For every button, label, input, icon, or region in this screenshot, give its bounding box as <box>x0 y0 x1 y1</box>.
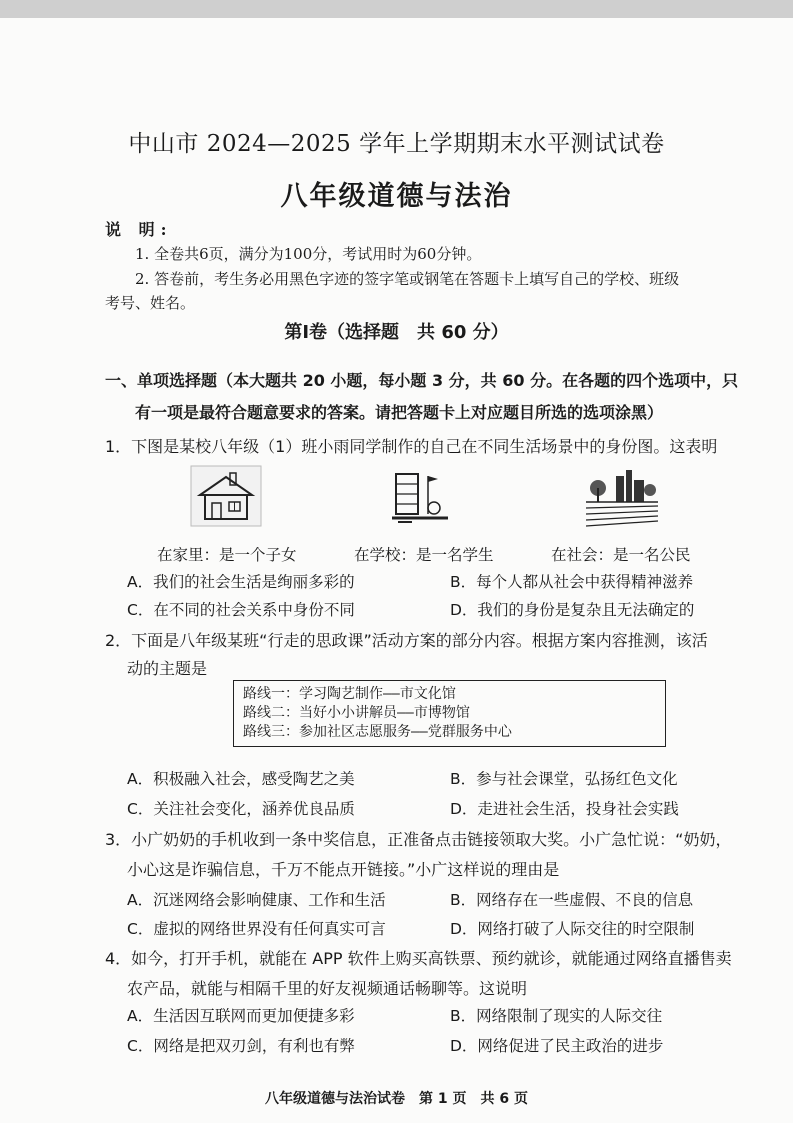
question-4-option-d[interactable]: D．网络促进了民主政治的进步 <box>450 1037 664 1055</box>
question-3-stem-line-1: 3．小广奶奶的手机收到一条中奖信息，正准备点击链接领取大奖。小广急忙说：“奶奶， <box>105 830 732 849</box>
question-4-option-b[interactable]: B．网络限制了现实的人际交往 <box>450 1007 663 1025</box>
question-1-option-b[interactable]: B．每个人都从社会中获得精神滋养 <box>450 573 694 591</box>
question-2-stem-line-1: 2．下面是八年级某班“行走的思政课”活动方案的部分内容。根据方案内容推测，该活 <box>105 631 708 650</box>
top-border <box>0 0 793 18</box>
question-2-option-c[interactable]: C．关注社会变化，涵养优良品质 <box>127 800 355 818</box>
section-heading-line-2: 有一项是最符合题意要求的答案。请把答题卡上对应题目所选的选项涂黑） <box>135 403 664 422</box>
question-4-option-a[interactable]: A．生活因互联网而更加便捷多彩 <box>127 1007 355 1025</box>
instruction-line-2: 2. 答卷前，考生务必用黑色字迹的签字笔或钢笔在答题卡上填写自己的学校、班级 <box>135 270 680 288</box>
question-1-stem: 1．下图是某校八年级（1）班小雨同学制作的自己在不同生活场景中的身份图。这表明 <box>105 437 718 456</box>
school-building-image <box>390 466 452 528</box>
exam-title: 中山市 2024—2025 学年上学期期末水平测试试卷 <box>128 131 665 157</box>
section-heading-line-1: 一、单项选择题（本大题共 20 小题，每小题 3 分，共 60 分。在各题的四个选项中，只 <box>105 371 739 390</box>
question-2-stem-line-2: 动的主题是 <box>127 659 208 678</box>
instruction-line-1: 1. 全卷共6页，满分为100分，考试用时为60分钟。 <box>135 245 482 263</box>
question-2-option-b[interactable]: B．参与社会课堂，弘扬红色文化 <box>450 770 678 788</box>
question-3-stem-line-2: 小心这是诈骗信息，千万不能点开链接。”小广这样说的理由是 <box>127 860 560 879</box>
question-2-option-d[interactable]: D．走进社会生活，投身社会实践 <box>450 800 679 818</box>
question-4-option-c[interactable]: C．网络是把双刃剑，有利也有弊 <box>127 1037 355 1055</box>
page-footer: 八年级道德与法治试卷 第 1 页 共 6 页 <box>265 1091 528 1107</box>
question-1-option-c[interactable]: C．在不同的社会关系中身份不同 <box>127 601 355 619</box>
route-1: 路线一：学习陶艺制作——市文化馆 <box>243 686 456 702</box>
question-4-stem-line-1: 4．如今，打开手机，就能在 APP 软件上购买高铁票、预约就诊，就能通过网络直播售卖 <box>105 949 732 968</box>
route-2: 路线二：当好小小讲解员——市博物馆 <box>243 705 470 721</box>
caption-home: 在家里：是一个子女 <box>157 546 297 564</box>
question-3-option-a[interactable]: A．沉迷网络会影响健康、工作和生活 <box>127 891 386 909</box>
route-plan-box <box>233 680 666 747</box>
home-house-image <box>190 465 262 527</box>
subject-title: 八年级道德与法治 <box>280 181 513 212</box>
society-scene-image <box>586 466 658 528</box>
question-3-option-b[interactable]: B．网络存在一些虚假、不良的信息 <box>450 891 694 909</box>
question-1-option-d[interactable]: D．我们的身份是复杂且无法确定的 <box>450 601 695 619</box>
part-title: 第Ⅰ卷（选择题 共 60 分） <box>284 322 509 343</box>
instructions-heading: 说 明: <box>105 220 173 239</box>
question-1-option-a[interactable]: A．我们的社会生活是绚丽多彩的 <box>127 573 355 591</box>
question-3-option-d[interactable]: D．网络打破了人际交往的时空限制 <box>450 920 695 938</box>
instruction-line-3: 考号、姓名。 <box>105 294 196 312</box>
question-4-stem-line-2: 农产品，就能与相隔千里的好友视频通话畅聊等。这说明 <box>127 979 528 998</box>
caption-society: 在社会：是一名公民 <box>551 546 691 564</box>
question-2-option-a[interactable]: A．积极融入社会，感受陶艺之美 <box>127 770 355 788</box>
question-3-option-c[interactable]: C．虚拟的网络世界没有任何真实可言 <box>127 920 386 938</box>
caption-school: 在学校：是一名学生 <box>354 546 494 564</box>
route-3: 路线三：参加社区志愿服务——党群服务中心 <box>243 724 512 740</box>
